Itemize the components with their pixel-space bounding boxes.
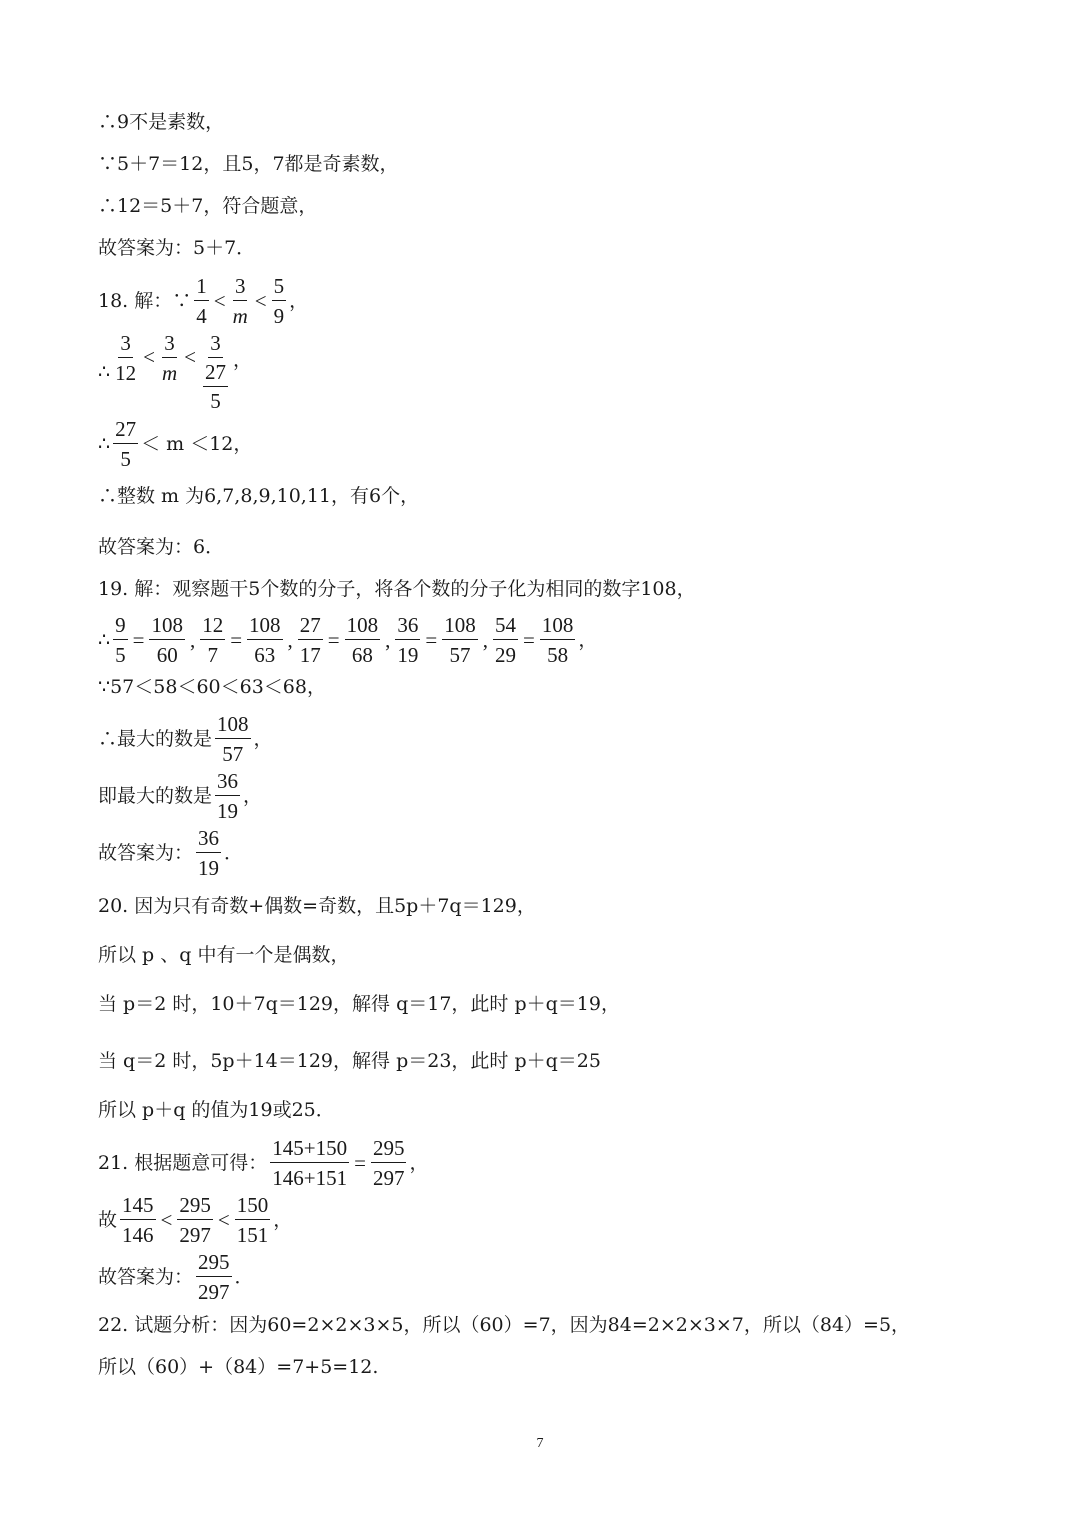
denominator: 19 — [198, 856, 220, 881]
text-line — [98, 155, 399, 174]
line-text: 故答案为：5＋7． — [98, 237, 256, 259]
denominator: 5 — [115, 643, 126, 668]
line-text: ， — [243, 784, 263, 807]
fraction — [215, 769, 240, 823]
comma: , — [385, 627, 391, 652]
equals: = — [132, 627, 145, 652]
numerator: 145 — [120, 1193, 156, 1220]
numerator: 295 — [177, 1193, 213, 1220]
line-text: ， — [409, 1151, 429, 1174]
line-text: ． — [234, 1265, 254, 1288]
line-text: 即最大的数是 — [98, 784, 213, 807]
line-text: 当 p＝2 时，10＋7q＝129，解得 q＝17，此时 p＋q＝19， — [98, 993, 620, 1015]
fraction — [113, 417, 138, 471]
line-text: 所以（60）+（84）=7+5=12. — [98, 1356, 379, 1378]
numerator: 3 — [208, 331, 223, 358]
fraction — [196, 1250, 232, 1304]
denominator: 297 — [372, 1166, 405, 1191]
denominator: 12 — [115, 361, 137, 386]
denominator: 151 — [236, 1223, 269, 1248]
denominator: 17 — [299, 643, 321, 668]
fraction — [200, 613, 225, 667]
numerator: 5 — [272, 274, 287, 301]
line-text: 21. 根据题意可得： — [98, 1151, 268, 1174]
text-line — [98, 946, 349, 965]
q21-answer — [98, 1250, 254, 1304]
q19-answer — [98, 826, 243, 880]
numerator: 12 — [200, 613, 225, 640]
text-line — [98, 538, 224, 557]
denominator: 5 — [120, 447, 131, 472]
line-text: 所以 p 、q 中有一个是偶数， — [98, 944, 350, 966]
text-line — [98, 580, 696, 599]
line-text: 所以 p＋q 的值为19或25． — [98, 1099, 335, 1121]
line-text: 故答案为： — [98, 841, 194, 864]
denominator — [201, 358, 230, 413]
fraction — [270, 1136, 349, 1190]
fraction — [149, 613, 185, 667]
fraction — [345, 613, 381, 667]
line-text: 故 — [98, 1208, 118, 1231]
fraction — [215, 712, 251, 766]
line-text: ∴ — [98, 628, 111, 651]
less-than: < — [184, 345, 196, 369]
line-text: ∴9不是素数， — [98, 111, 225, 133]
line-text: 故答案为：6． — [98, 536, 225, 558]
denominator: 4 — [196, 304, 207, 329]
denominator: 57 — [222, 742, 244, 767]
fraction — [395, 613, 420, 667]
line-text: ， — [232, 349, 252, 371]
denominator: 63 — [254, 643, 276, 668]
denominator: 19 — [397, 643, 419, 668]
line-text: 20. 因为只有奇数+偶数=奇数，且5p＋7q＝129， — [98, 895, 536, 917]
q19-equalities — [98, 613, 597, 667]
q19-max — [98, 712, 273, 766]
numerator: 36 — [196, 826, 221, 853]
q18-range — [98, 417, 252, 471]
numerator: 1 — [194, 274, 209, 301]
equals: = — [354, 1150, 366, 1175]
compound-fraction — [201, 331, 230, 413]
denominator: 58 — [547, 643, 569, 668]
q21-equation — [98, 1136, 428, 1190]
q19-max-simplified — [98, 769, 262, 823]
numerator: 3 — [162, 331, 177, 358]
denominator: 297 — [179, 1223, 211, 1248]
line-text: ∵5＋7＝12，且5，7都是奇素数， — [98, 153, 399, 175]
q18-rewritten — [98, 331, 252, 413]
fraction — [196, 826, 221, 880]
denominator: 57 — [449, 643, 471, 668]
denominator: 7 — [207, 643, 218, 668]
text-line — [98, 1358, 378, 1377]
line-text: ， — [289, 289, 309, 312]
denominator: 29 — [494, 643, 516, 668]
q18-inequality — [98, 274, 308, 328]
fraction — [203, 360, 228, 413]
line-text: 当 q＝2 时，5p＋14＝129，解得 p＝23，此时 p＋q＝25 — [98, 1050, 601, 1072]
numerator: 9 — [113, 613, 128, 640]
fraction — [160, 331, 179, 385]
line-text: ， — [273, 1208, 293, 1231]
numerator: 108 — [247, 613, 283, 640]
fraction — [113, 331, 138, 385]
line-text: 18. 解：∵ — [98, 289, 192, 312]
denominator: 60 — [156, 643, 178, 668]
line-text: ∴整数 m 为6,7,8,9,10,11，有6个， — [98, 485, 420, 507]
line-text: 故答案为： — [98, 1265, 194, 1288]
text-line — [98, 197, 317, 216]
text-line — [98, 678, 326, 697]
text-line — [98, 487, 419, 506]
text-line — [98, 1052, 601, 1071]
denominator: m — [161, 361, 178, 386]
line-text: ， — [578, 628, 598, 651]
less-than: < — [160, 1207, 173, 1232]
page-number: 7 — [536, 1436, 544, 1451]
text-line — [98, 239, 255, 258]
fraction — [113, 613, 128, 667]
equals: = — [230, 627, 243, 652]
line-text: ＜ m ＜12， — [141, 432, 253, 455]
numerator: 108 — [215, 712, 251, 739]
line-text: 19. 解：观察题干5个数的分子，将各个数的分子化为相同的数字108， — [98, 578, 696, 600]
numerator: 295 — [371, 1136, 407, 1163]
numerator: 3 — [233, 274, 248, 301]
numerator: 108 — [345, 613, 381, 640]
line-text: ， — [253, 727, 273, 750]
denominator: 146+151 — [272, 1166, 348, 1191]
line-text: ． — [224, 841, 244, 864]
fraction — [120, 1193, 156, 1247]
numerator: 54 — [493, 613, 518, 640]
denominator: 146 — [122, 1223, 154, 1248]
denominator: 297 — [198, 1280, 230, 1305]
line-text: ∵57＜58＜60＜63＜68， — [98, 676, 326, 698]
q21-inequality — [98, 1193, 292, 1247]
comma: , — [189, 627, 196, 652]
numerator: 108 — [442, 613, 478, 640]
fraction — [272, 274, 287, 328]
numerator: 3 — [118, 331, 133, 358]
denominator: 5 — [210, 389, 221, 414]
denominator: 68 — [351, 643, 373, 668]
text-line — [98, 1101, 335, 1120]
fraction — [540, 613, 576, 667]
numerator: 27 — [203, 360, 228, 387]
line-text: 22. 试题分析：因为60=2×2×3×5，所以（60）=7，因为84=2×2×3×7，所以（84）=5， — [98, 1314, 911, 1336]
line-text: ∴ — [98, 432, 111, 455]
less-than: < — [217, 1207, 230, 1232]
denominator: 9 — [273, 304, 285, 329]
line-text: ∴ — [98, 360, 111, 383]
fraction — [371, 1136, 407, 1190]
fraction — [177, 1193, 213, 1247]
denominator: m — [232, 304, 248, 329]
numerator: 27 — [113, 417, 138, 444]
numerator: 27 — [298, 613, 323, 640]
text-line — [98, 113, 224, 132]
comma: , — [482, 627, 488, 652]
text-line — [98, 1316, 910, 1335]
numerator: 36 — [395, 613, 420, 640]
denominator: 19 — [217, 799, 239, 824]
fraction — [298, 613, 323, 667]
fraction — [231, 274, 250, 328]
fraction — [247, 613, 283, 667]
fraction — [493, 613, 518, 667]
numerator: 36 — [215, 769, 240, 796]
fraction — [235, 1193, 271, 1247]
fraction — [442, 613, 478, 667]
numerator: 108 — [540, 613, 576, 640]
fraction — [194, 274, 209, 328]
numerator: 150 — [235, 1193, 271, 1220]
less-than: < — [213, 288, 226, 313]
comma: , — [287, 627, 293, 652]
less-than: < — [254, 288, 267, 313]
numerator: 108 — [149, 613, 185, 640]
line-text: ∴12＝5＋7，符合题意， — [98, 195, 318, 217]
less-than: < — [143, 345, 155, 369]
line-text: ∴最大的数是 — [98, 727, 213, 750]
equals: = — [327, 627, 340, 652]
numerator: 295 — [196, 1250, 232, 1277]
numerator: 145+150 — [270, 1136, 349, 1163]
equals: = — [522, 627, 535, 652]
text-line — [98, 995, 620, 1014]
equals: = — [425, 627, 438, 652]
text-line — [98, 897, 536, 916]
